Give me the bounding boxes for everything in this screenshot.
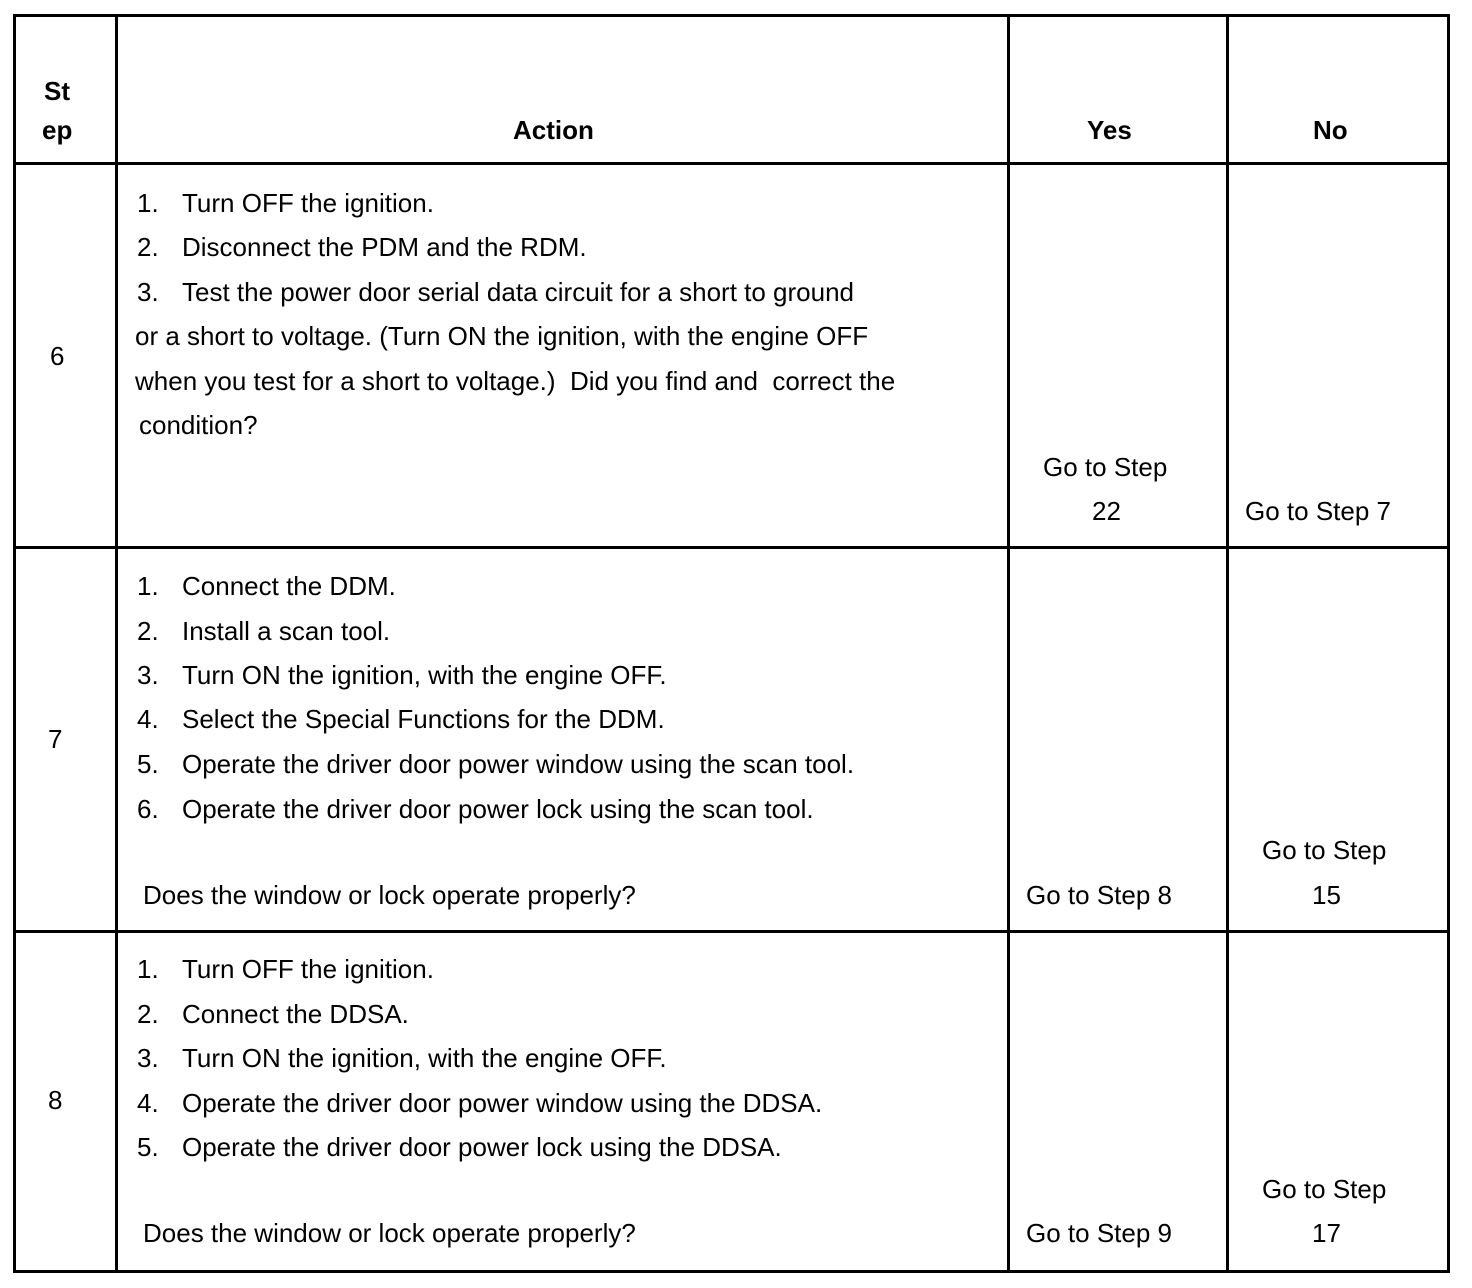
row-8-instruction-text: Operate the driver door power window using the DDSA. (182, 1088, 823, 1118)
table-bottom-border (13, 1270, 1450, 1273)
row-7-instruction-text: Select the Special Functions for the DDM. (182, 704, 665, 734)
row-8-instruction-num: 1. (137, 954, 159, 984)
row-6-instruction-text: Turn OFF the ignition. (182, 188, 434, 218)
row-7-no-line-1: Go to Step (1262, 835, 1387, 865)
row-7-instruction (137, 749, 854, 779)
row-6-yes-line-1: Go to Step (1043, 452, 1168, 482)
row-6-instruction (137, 188, 434, 218)
row-8-instruction-num: 5. (137, 1132, 159, 1162)
row-6-bottom-border (13, 546, 1450, 549)
header-bottom-border (13, 162, 1450, 165)
header-no: No (1313, 115, 1348, 145)
row-7-instruction-text: Operate the driver door power window using the scan tool. (182, 749, 855, 779)
row-7-step-number: 7 (48, 724, 63, 754)
row-7-instruction (137, 794, 814, 824)
table-top-border (13, 14, 1450, 17)
row-8-instruction-text: Connect the DDSA. (182, 999, 409, 1029)
row-6-instruction-num: 3. (137, 277, 159, 307)
row-7-instruction-num: 1. (137, 571, 159, 601)
row-6-step-number: 6 (50, 341, 65, 371)
row-7-yes: Go to Step 8 (1026, 880, 1172, 910)
table-left-border (13, 14, 16, 1273)
row-7-instruction-text: Install a scan tool. (182, 616, 391, 646)
row-8-question: Does the window or lock operate properly? (143, 1218, 636, 1248)
row-6-instruction-text: Test the power door serial data circuit for a short to ground (182, 277, 855, 307)
row-8-instruction-text: Turn OFF the ignition. (182, 954, 434, 984)
row-8-yes: Go to Step 9 (1026, 1218, 1172, 1248)
row-7-instruction-num: 6. (137, 794, 159, 824)
row-8-instruction-text: Turn ON the ignition, with the engine OFF. (182, 1043, 667, 1073)
step-action-divider (115, 14, 118, 1273)
row-6-continuation-line: when you test for a short to voltage.) Did you find and correct the (135, 366, 896, 396)
row-7-instruction-num: 5. (137, 749, 159, 779)
row-7-instruction-text: Turn ON the ignition, with the engine OFF. (182, 660, 667, 690)
row-7-no-line-2: 15 (1312, 880, 1341, 910)
row-8-instruction (137, 1132, 782, 1162)
row-8-no-line-2: 17 (1312, 1218, 1341, 1248)
row-6-instruction-num: 1. (137, 188, 159, 218)
row-6-instruction (137, 277, 854, 307)
row-8-instruction (137, 954, 434, 984)
row-8-instruction (137, 1088, 822, 1118)
row-8-step-number: 8 (48, 1085, 63, 1115)
row-7-instruction (137, 660, 667, 690)
yes-no-divider (1226, 14, 1229, 1273)
row-7-instruction (137, 616, 390, 646)
action-yes-divider (1007, 14, 1010, 1273)
row-8-instruction-num: 4. (137, 1088, 159, 1118)
header-yes: Yes (1087, 115, 1132, 145)
header-step-line-2: ep (42, 115, 73, 145)
row-8-instruction-num: 2. (137, 999, 159, 1029)
row-6-yes-line-2: 22 (1092, 496, 1121, 526)
row-8-instruction (137, 999, 409, 1029)
row-6-continuation-line: or a short to voltage. (Turn ON the ignition, with the engine OFF (135, 321, 869, 351)
row-7-instruction-num: 4. (137, 704, 159, 734)
row-7-instruction (137, 704, 665, 734)
row-8-instruction (137, 1043, 667, 1073)
row-7-question: Does the window or lock operate properly? (143, 880, 636, 910)
row-6-continuation-line: condition? (139, 410, 258, 440)
header-action: Action (513, 115, 594, 145)
row-6-instruction (137, 232, 587, 262)
row-7-instruction-text: Operate the driver door power lock using the scan tool. (182, 794, 814, 824)
row-7-instruction-num: 2. (137, 616, 159, 646)
row-7-instruction-text: Connect the DDM. (182, 571, 396, 601)
row-6-instruction-text: Disconnect the PDM and the RDM. (182, 232, 587, 262)
row-8-instruction-num: 3. (137, 1043, 159, 1073)
row-8-instruction-text: Operate the driver door power lock using the DDSA. (182, 1132, 782, 1162)
row-6-instruction-num: 2. (137, 232, 159, 262)
row-7-instruction (137, 571, 396, 601)
header-step-line-1: St (44, 76, 70, 106)
row-7-bottom-border (13, 930, 1450, 933)
row-6-no: Go to Step 7 (1245, 496, 1391, 526)
row-7-instruction-num: 3. (137, 660, 159, 690)
row-8-no-line-1: Go to Step (1262, 1174, 1387, 1204)
table-right-border (1447, 14, 1450, 1273)
